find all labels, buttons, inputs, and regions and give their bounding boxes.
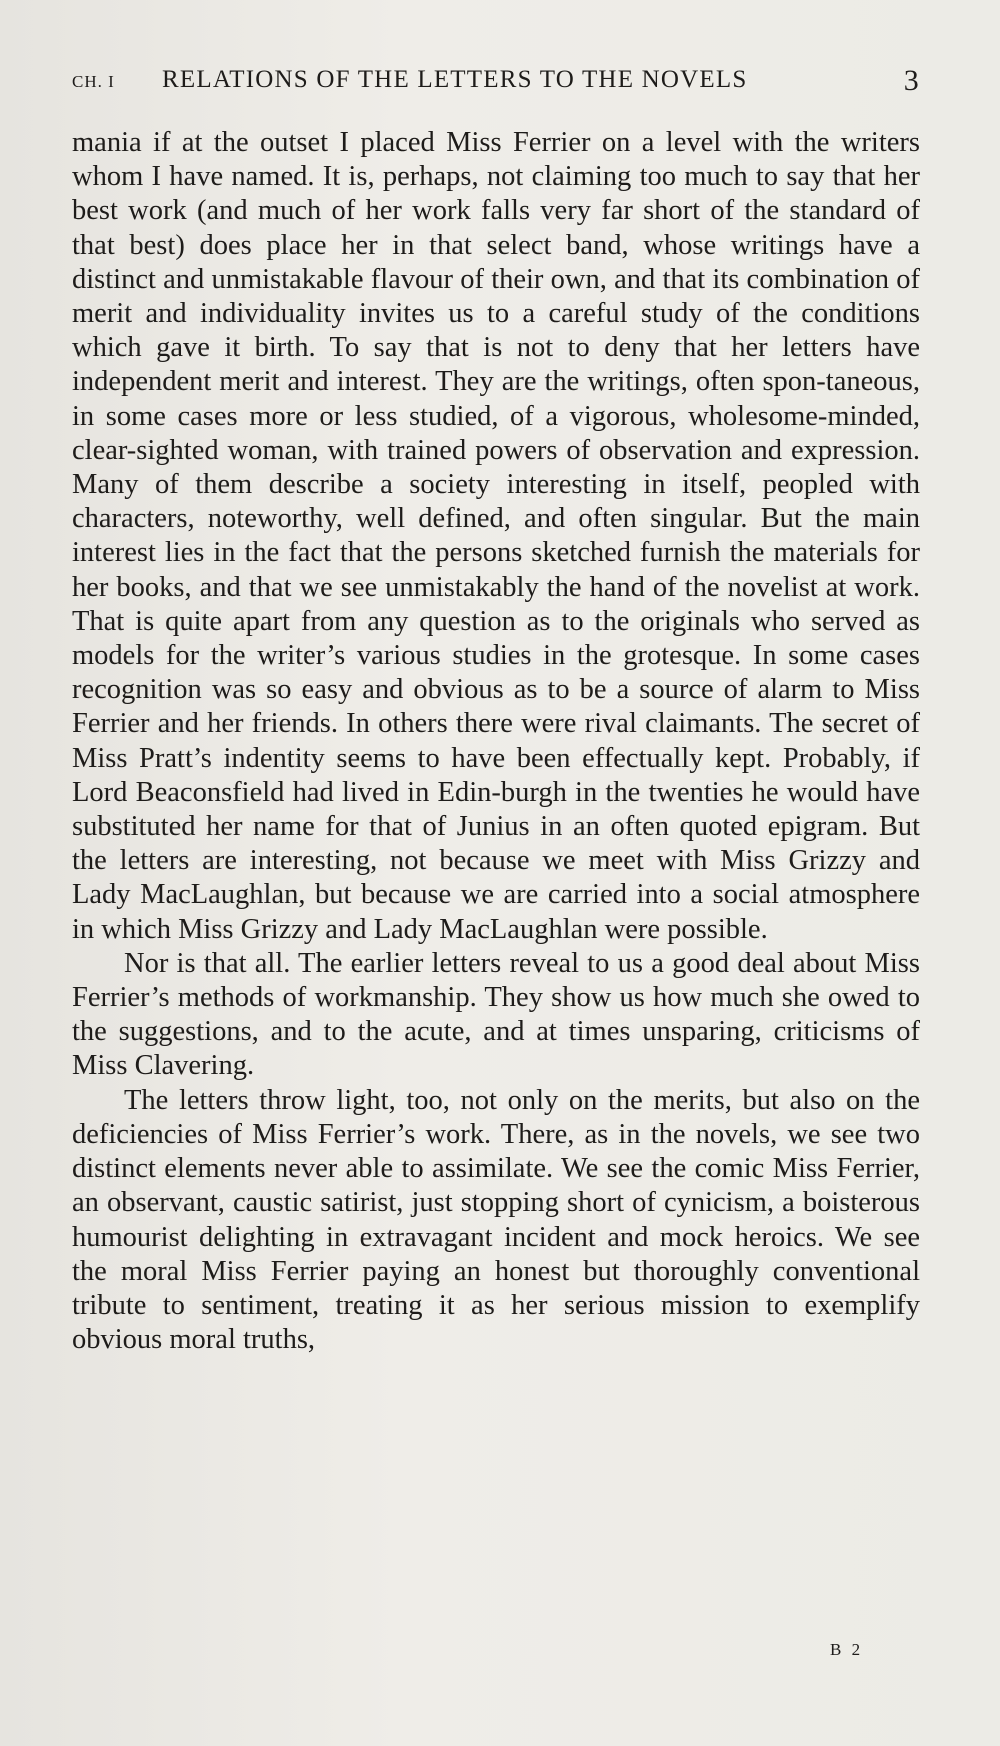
chapter-label: CH. I xyxy=(72,72,115,91)
page-number: 3 xyxy=(903,64,920,97)
signature-mark: B 2 xyxy=(830,1640,864,1659)
paragraph-3: The letters throw light, too, not only on the merits, but also on the deficiencies of Miss Ferrier’s work. There, as in the novels, we see two distinct elements never able to assimilate. We see the comic Miss Ferrier, an observant, caustic satirist, just stopping short of cynicism, a boisterous humourist delighting in extravagant incident and mock heroics. We see the moral Miss Ferrier paying an honest but thoroughly conventional tribute to sentiment, treating it as her serious mission to exemplify obvious moral truths, xyxy=(72,1084,920,1356)
running-head xyxy=(72,66,920,96)
body-text xyxy=(72,126,920,1357)
running-title: RELATIONS OF THE LETTERS TO THE NOVELS xyxy=(162,66,748,93)
paragraph-2: Nor is that all. The earlier letters reveal to us a good deal about Miss Ferrier’s methods of workmanship. They show us how much she owed to the suggestions, and to the acute, and at times unsparing, criticisms of Miss Clavering. xyxy=(72,947,920,1082)
paragraph-1: mania if at the outset I placed Miss Ferrier on a level with the writers whom I have named. It is, perhaps, not claiming too much to say that her best work (and much of her work falls very far short of the standard of that best) does place her in that select band, whose writings have a distinct and unmistakable flavour of their own, and that its combination of merit and individuality invites us to a careful study of the conditions which gave it birth. To say that is not to deny that her letters have independent merit and interest. They are the writings, often spon-taneous, in some cases more or less studied, of a vigorous, wholesome-minded, clear-sighted woman, with trained powers of observation and expression. Many of them describe a society interesting in itself, peopled with characters, noteworthy, well defined, and often singular. But the main interest lies in the fact that the persons sketched furnish the materials for her books, and that we see unmistakably the hand of the novelist at work. That is quite apart from any question as to the originals who served as models for the writer’s various studies in the grotesque. In some cases recognition was so easy and obvious as to be a source of alarm to Miss Ferrier and her friends. In others there were rival claimants. The secret of Miss Pratt’s indentity seems to have been effectually kept. Probably, if Lord Beaconsfield had lived in Edin-burgh in the twenties he would have substituted her name for that of Junius in an often quoted epigram. But the letters are interesting, not because we meet with Miss Grizzy and Lady MacLaughlan, but because we are carried into a social atmosphere in which Miss Grizzy and Lady MacLaughlan were possible. xyxy=(72,127,920,945)
